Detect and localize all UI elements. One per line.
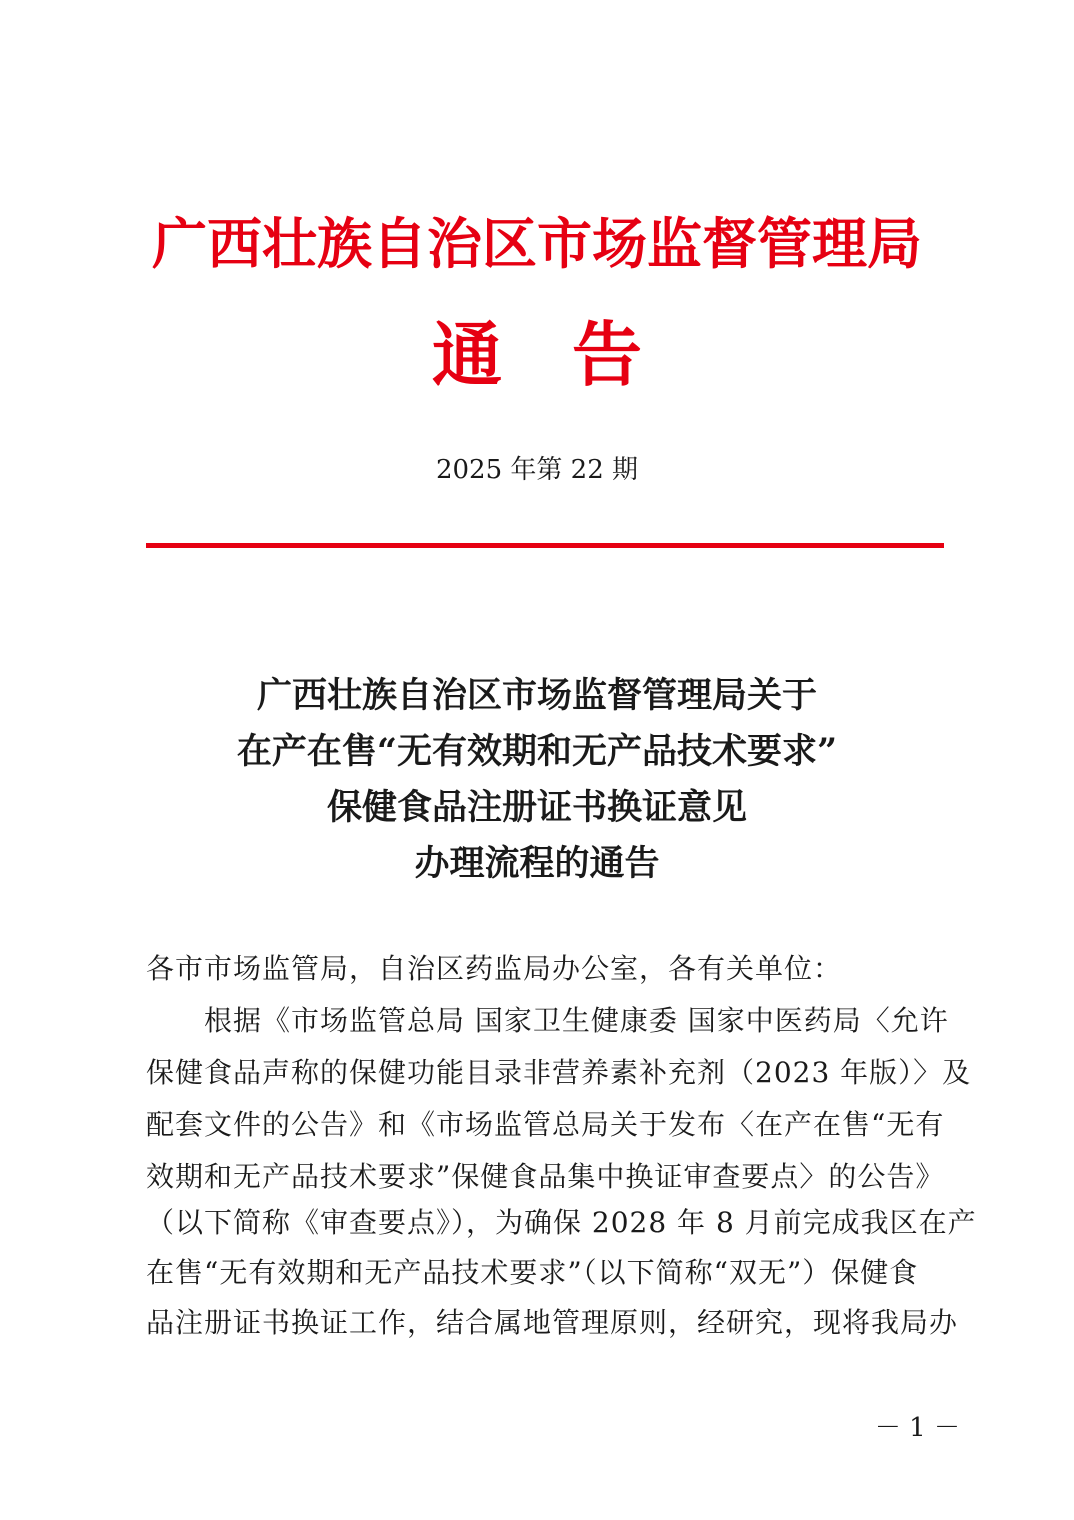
document-type-heading [0, 310, 1074, 400]
body-line: 效期和无产品技术要求”保健食品集中换证审查要点〉的公告》 [146, 1160, 945, 1193]
salutation: 各市市场监管局，自治区药监局办公室，各有关单位： [146, 952, 843, 985]
red-divider-line [146, 543, 944, 548]
notice-title-line: 广西壮族自治区市场监督管理局关于 [256, 675, 817, 716]
issuing-authority-title: 广西壮族自治区市场监督管理局 [151, 211, 922, 276]
body-line: 保健食品声称的保健功能目录非营养素补充剂（2023 年版）〉及 [146, 1056, 972, 1089]
page-number: － 1 － [874, 1413, 960, 1443]
notice-title-line: 在产在售“无有效期和无产品技术要求” [236, 731, 838, 772]
document-type-char-2: 告 [572, 313, 642, 396]
notice-title [0, 668, 1074, 892]
document-number: 2025 年第 22 期 [435, 455, 639, 485]
body-line: 配套文件的公告》和《市场监管总局关于发布〈在产在售“无有 [146, 1108, 945, 1141]
body-line: 在售“无有效期和无产品技术要求”（以下简称“双无”）保健食 [146, 1256, 919, 1289]
notice-title-line: 办理流程的通告 [414, 843, 660, 884]
body-line: （以下简称《审查要点》），为确保 2028 年 8 月前完成我区在产 [146, 1206, 977, 1239]
body-line: 根据《市场监管总局 国家卫生健康委 国家中医药局〈允许 [146, 1004, 949, 1037]
document-type-char-1: 通 [432, 313, 502, 396]
body-line: 品注册证书换证工作，结合属地管理原则，经研究，现将我局办 [146, 1306, 959, 1339]
notice-title-line: 保健食品注册证书换证意见 [326, 787, 747, 828]
